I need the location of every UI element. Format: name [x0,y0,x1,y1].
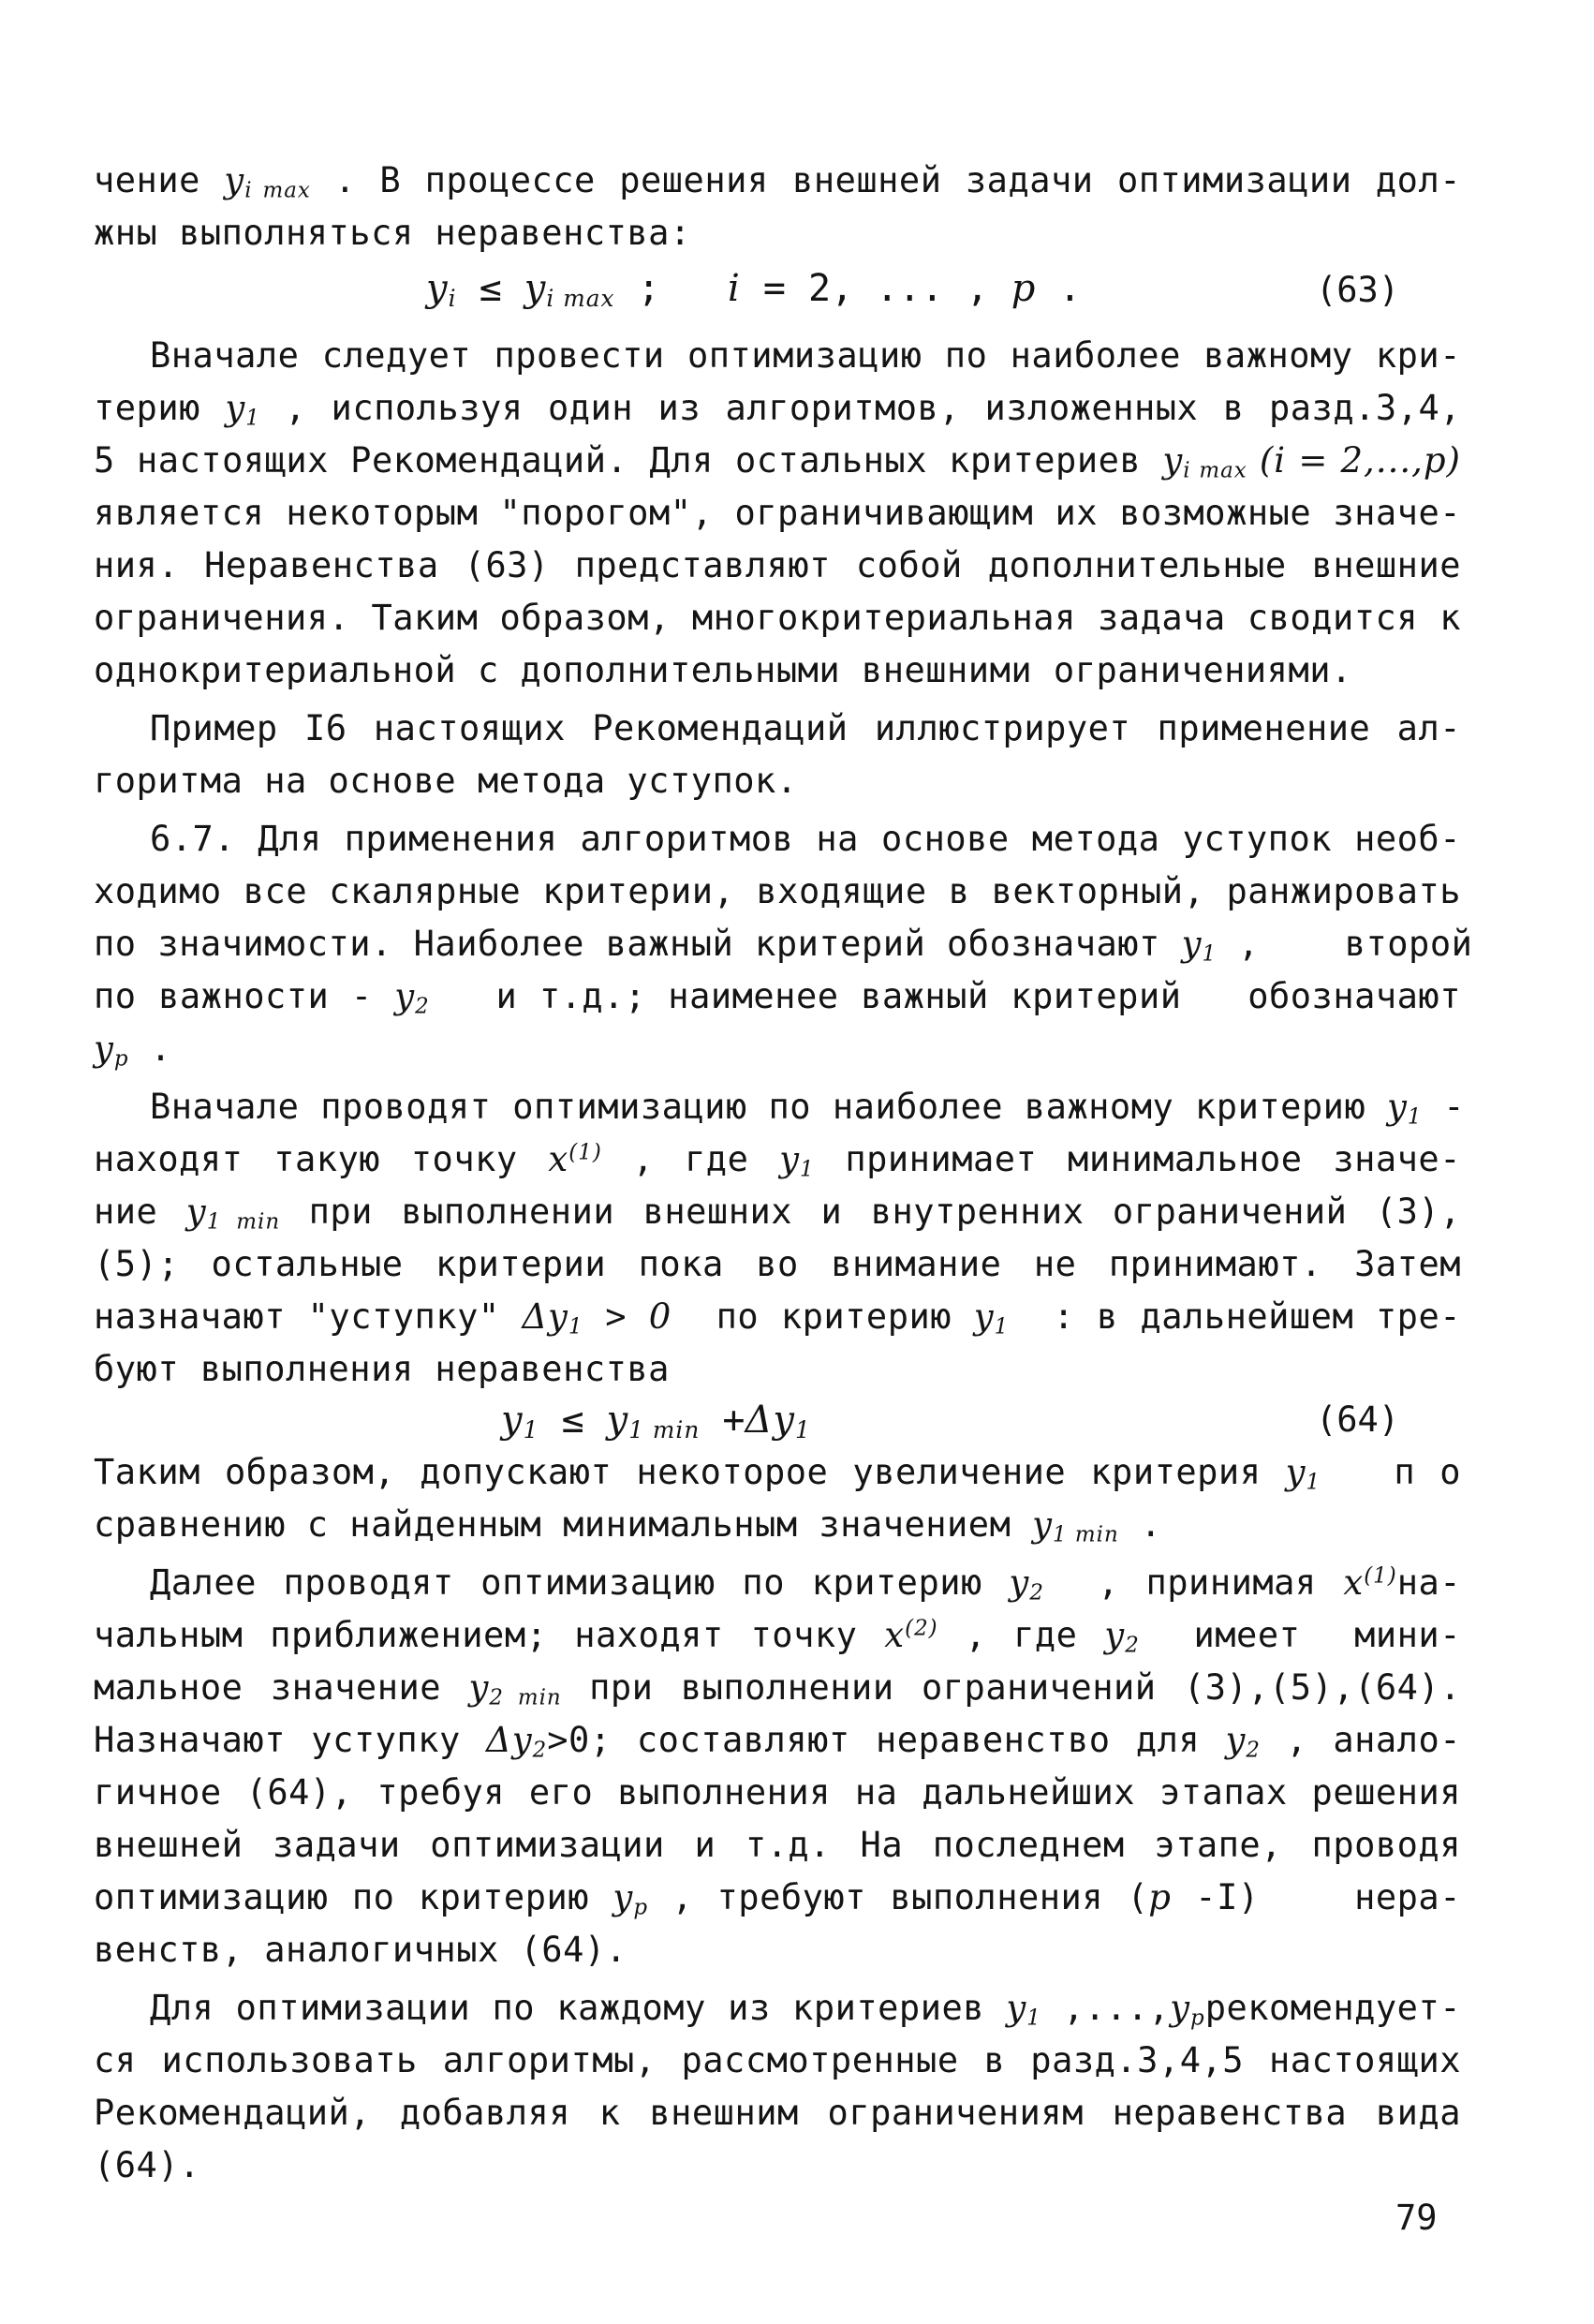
text-line: 6.7. Для применения алгоритмов на основе метода уступок необ- [150,819,1461,859]
text-line: находят такую точку $x^{(1)}$ , где $y_1$ принимает минимальное значе- [94,1139,1461,1182]
text-line: оптимизацию по критерию $y_p$ , требуют выполнения (p -I) нера- [94,1877,1461,1920]
text-line: чальным приближением; находят точку $x^{(2)}$ , где $y_2$ имеет мини- [94,1615,1461,1658]
text-line: по значимости. Наиболее важный критерий обозначают $y_1$ , второй [94,924,1473,967]
text-line: назначают "уступку" $\Delta y_1 > 0$ по критерию $y_1$ : в дальнейшем тре- [94,1296,1461,1340]
text-line: $y_p$ . [94,1029,172,1072]
text-line: сравнению с найденным минимальным значением $y_{1 min}$ . [94,1504,1162,1547]
text-line: терию $y_1$ , используя один из алгоритмов, изложенных в разд.3,4, [94,388,1461,431]
text-line: по важности - $y_2$ и т.д.; наименее важный критерий обозначают [94,976,1461,1019]
text-line: (64). [94,2145,200,2185]
text-line: буют выполнения неравенства [94,1349,670,1389]
text-line: ния. Неравенства (63) представляют собой дополнительные внешние [94,545,1461,585]
equation-number-63: (63) [1316,270,1400,310]
text-line: Назначают уступку $\Delta y_2>0$; составляют неравенство для $y_2$ , анало- [94,1720,1462,1763]
text-line: внешней задачи оптимизации и т.д. На последнем этапе, проводя [94,1825,1461,1865]
text-line: ограничения. Таким образом, многокритериальная задача сводится к [94,598,1461,638]
text-line: мальное значение $y_{2 min}$ при выполнении ограничений (3),(5),(64). [94,1667,1462,1710]
text-line: Вначале следует провести оптимизацию по наиболее важному кри- [150,335,1461,376]
text-line: ние $y_{1 min}$ при выполнении внешних и внутренних ограничений (3), [94,1192,1462,1235]
text-line: Далее проводят оптимизацию по критерию $y_2$ , принимая $x^{(1)}на-$ [150,1562,1462,1606]
text-line: горитма на основе метода уступок. [94,761,798,801]
text-line: (5); остальные критерии пока во внимание не принимают. Затем [94,1244,1461,1284]
equation-number-64: (64) [1316,1399,1400,1440]
formula-63: $y_i \le y_{i max}$ ; i = 2, ... , p . [426,267,1082,313]
text-line: 5 настоящих Рекомендаций. Для остальных критериев $y_{i max}$ (i = 2,...,p) [94,440,1461,483]
text-line: жны выполняться неравенства: [94,213,691,253]
formula-64: $y_1 \le y_{1 min} +\Delta y_1$ [501,1399,811,1444]
page-number: 79 [1395,2198,1438,2238]
text-line: Вначале проводят оптимизацию по наиболее важному критерию $y_1$ - [150,1087,1466,1130]
text-line: Рекомендаций, добавляя к внешним ограничениям неравенства вида [94,2093,1461,2133]
text-line: чение $y_{i max}$ . В процессе решения внешней задачи оптимизации дол- [94,160,1461,203]
text-line: однокритериальной с дополнительными внешними ограничениями. [94,650,1352,690]
text-line: ходимо все скалярные критерии, входящие в векторный, ранжировать [94,871,1461,911]
text-line: венств, аналогичных (64). [94,1930,627,1970]
text-line: является некоторым "порогом", ограничивающим их возможные значе- [94,493,1461,533]
text-line: Для оптимизации по каждому из критериев $y_1$ $,...,y_pрекомендует-$ [150,1988,1461,2031]
text-line: ся использовать алгоритмы, рассмотренные в разд.3,4,5 настоящих [94,2040,1461,2080]
text-line: Таким образом, допускают некоторое увеличение критерия $y_1$ п о [94,1452,1461,1495]
text-line: Пример I6 настоящих Рекомендаций иллюстрирует применение ал- [150,708,1461,748]
text-line: гичное (64), требуя его выполнения на дальнейших этапах решения [94,1772,1461,1813]
